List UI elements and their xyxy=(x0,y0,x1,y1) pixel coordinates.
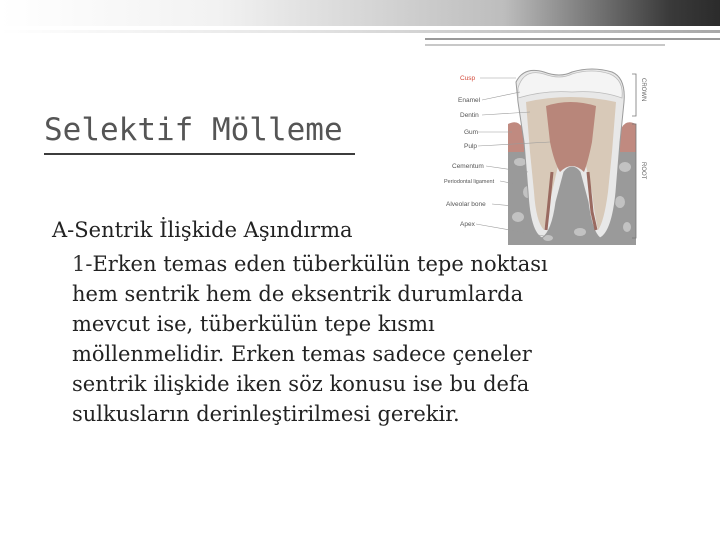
paragraph-line xyxy=(72,249,642,279)
title-underline xyxy=(44,153,355,155)
paragraph-number: 1- xyxy=(72,252,93,276)
paragraph-line-text: Erken temas eden tüberkülün tepe noktası xyxy=(92,252,548,276)
label-cementum: Cementum xyxy=(452,163,484,170)
header-line xyxy=(0,30,720,33)
label-cusp: Cusp xyxy=(460,75,476,82)
paragraph-line: sentrik ilişkide iken söz konusu ise bu defa xyxy=(72,372,530,396)
top-decorative-bar xyxy=(0,0,720,44)
slide-title: Selektif Mölleme xyxy=(44,112,343,148)
label-crown: CROWN xyxy=(640,78,646,102)
paragraph xyxy=(72,249,642,429)
header-gradient-strip xyxy=(0,0,720,26)
label-gum: Gum xyxy=(464,129,479,136)
section-heading-text: A-Sentrik İlişkide Aşındırma xyxy=(52,218,353,242)
label-enamel: Enamel xyxy=(458,97,481,104)
label-dentin: Dentin xyxy=(460,112,479,119)
paragraph-line: hem sentrik hem de eksentrik durumlarda xyxy=(72,282,524,306)
label-alveolar-bone: Alveolar bone xyxy=(446,201,486,208)
paragraph-line: mevcut ise, tüberkülün tepe kısmı xyxy=(72,312,435,336)
label-periodontal: Periodontal ligament xyxy=(444,179,495,185)
label-root: ROOT xyxy=(640,162,646,180)
label-apex: Apex xyxy=(460,221,475,228)
paragraph-line: möllenmelidir. Erken temas sadece çeneler xyxy=(72,342,532,366)
header-accent-line xyxy=(425,38,720,40)
section-heading xyxy=(52,215,642,245)
paragraph-line: sulkusların derinleştirilmesi gerekir. xyxy=(72,402,460,426)
slide-body xyxy=(52,215,642,429)
header-accent-line-2 xyxy=(425,44,665,46)
label-pulp: Pulp xyxy=(464,143,478,150)
